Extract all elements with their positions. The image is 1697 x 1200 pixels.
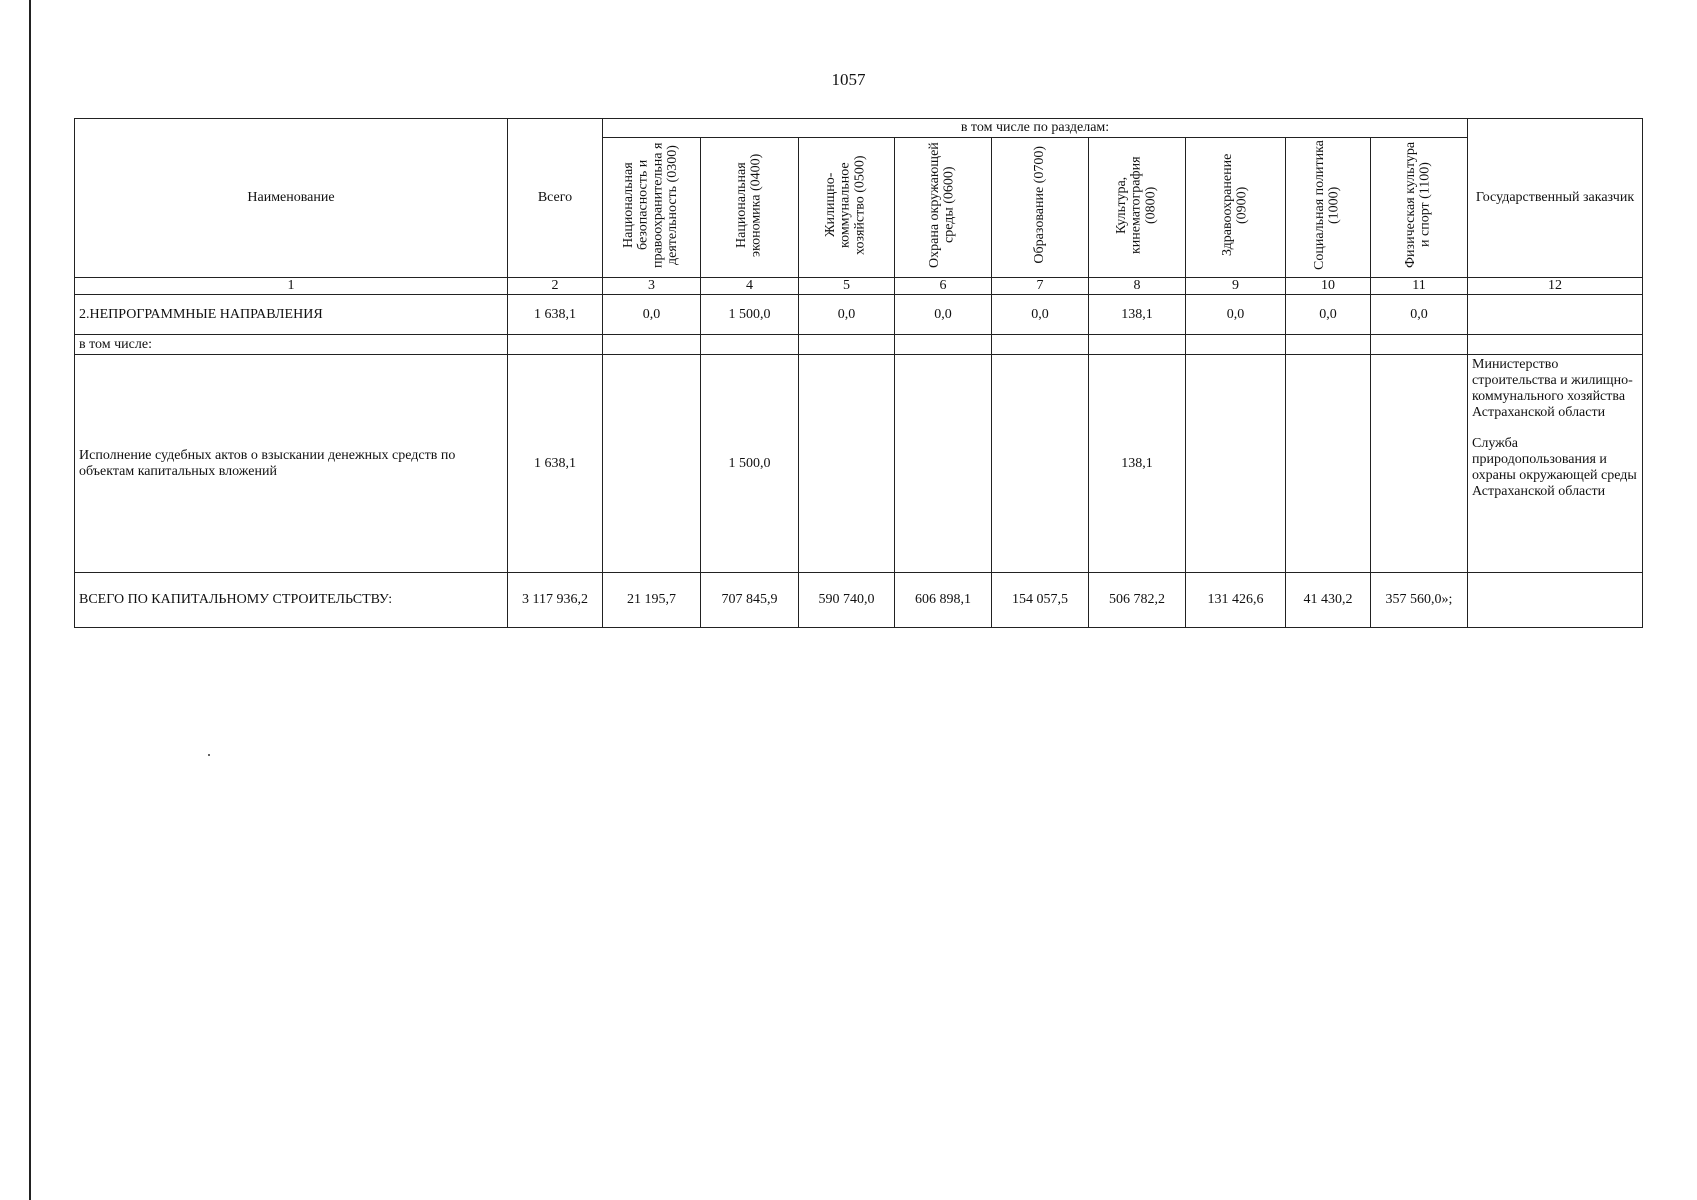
header-section-0900: Здравоохранение (0900): [1186, 138, 1286, 278]
header-section-0800: Культура, кинематография (0800): [1089, 138, 1186, 278]
row-total: 3 117 936,2: [508, 573, 603, 628]
row-total: 1 638,1: [508, 295, 603, 335]
row-customer: [1468, 573, 1643, 628]
header-customer: Государственный заказчик: [1468, 119, 1643, 278]
header-section-0700: Образование (0700): [992, 138, 1089, 278]
row-value: 1 500,0: [701, 295, 799, 335]
table-row: [75, 295, 1643, 335]
column-number: 8: [1089, 278, 1186, 295]
row-value: 0,0: [603, 295, 701, 335]
row-value: 41 430,2: [1286, 573, 1371, 628]
row-value: [701, 335, 799, 355]
row-value: 0,0: [799, 295, 895, 335]
column-number: 4: [701, 278, 799, 295]
row-value: 357 560,0»;: [1371, 573, 1468, 628]
row-value: [895, 335, 992, 355]
column-number: 3: [603, 278, 701, 295]
column-number-row: [75, 278, 1643, 295]
row-value: 0,0: [895, 295, 992, 335]
customer-nature-service: Служба природопользования и охраны окружающей среды Астраханской области: [1472, 435, 1637, 499]
header-section-0300: Национальная безопасность и правоохранительна я деятельность (0300): [603, 138, 701, 278]
header-section-0400: Национальная экономика (0400): [701, 138, 799, 278]
row-value: [1089, 335, 1186, 355]
row-total: 1 638,1: [508, 355, 603, 573]
column-number: 12: [1468, 278, 1643, 295]
header-section-0500: Жилищно-коммунальное хозяйство (0500): [799, 138, 895, 278]
header-name: Наименование: [75, 119, 508, 278]
row-value: 21 195,7: [603, 573, 701, 628]
row-name: ВСЕГО ПО КАПИТАЛЬНОМУ СТРОИТЕЛЬСТВУ:: [75, 573, 508, 628]
page-margin-line: [29, 0, 31, 1200]
row-value: 1 500,0: [701, 355, 799, 573]
header-section-0600: Охрана окружающей среды (0600): [895, 138, 992, 278]
column-number: 7: [992, 278, 1089, 295]
row-value: [1371, 355, 1468, 573]
scan-speck: [208, 754, 210, 756]
row-value: [1286, 335, 1371, 355]
row-name: Исполнение судебных актов о взыскании денежных средств по объектам капитальных вложений: [75, 355, 508, 573]
column-number: 1: [75, 278, 508, 295]
header-sections-group: в том числе по разделам:: [603, 119, 1468, 138]
row-customer: [1468, 335, 1643, 355]
column-number: 5: [799, 278, 895, 295]
page-number: 1057: [831, 70, 866, 89]
row-value: 138,1: [1089, 355, 1186, 573]
column-number: 10: [1286, 278, 1371, 295]
row-customer: [1468, 355, 1643, 573]
row-total: [508, 335, 603, 355]
header-section-1000: Социальная политика (1000): [1286, 138, 1371, 278]
row-value: 0,0: [1186, 295, 1286, 335]
row-value: [992, 355, 1089, 573]
column-number: 9: [1186, 278, 1286, 295]
table-row-total: [75, 573, 1643, 628]
row-value: [1186, 335, 1286, 355]
row-name: 2.НЕПРОГРАММНЫЕ НАПРАВЛЕНИЯ: [75, 295, 508, 335]
row-value: [799, 355, 895, 573]
row-name: в том числе:: [75, 335, 508, 355]
row-value: 138,1: [1089, 295, 1186, 335]
row-customer: [1468, 295, 1643, 335]
row-value: [1286, 355, 1371, 573]
column-number: 11: [1371, 278, 1468, 295]
row-value: 707 845,9: [701, 573, 799, 628]
row-value: 0,0: [1371, 295, 1468, 335]
row-value: [603, 335, 701, 355]
header-total: Всего: [508, 119, 603, 278]
row-value: 154 057,5: [992, 573, 1089, 628]
row-value: 0,0: [992, 295, 1089, 335]
row-value: 506 782,2: [1089, 573, 1186, 628]
row-value: 0,0: [1286, 295, 1371, 335]
row-value: [1186, 355, 1286, 573]
row-value: [603, 355, 701, 573]
table-row: [75, 355, 1643, 573]
column-number: 6: [895, 278, 992, 295]
row-value: [992, 335, 1089, 355]
row-value: [895, 355, 992, 573]
row-value: [1371, 335, 1468, 355]
row-value: [799, 335, 895, 355]
row-value: 131 426,6: [1186, 573, 1286, 628]
header-section-1100: Физическая культура и спорт (1100): [1371, 138, 1468, 278]
customer-ministry: Министерство строительства и жилищно-коммунального хозяйства Астраханской области: [1472, 357, 1633, 421]
row-value: 606 898,1: [895, 573, 992, 628]
budget-table: [74, 118, 1643, 628]
table-row: [75, 335, 1643, 355]
column-number: 2: [508, 278, 603, 295]
row-value: 590 740,0: [799, 573, 895, 628]
